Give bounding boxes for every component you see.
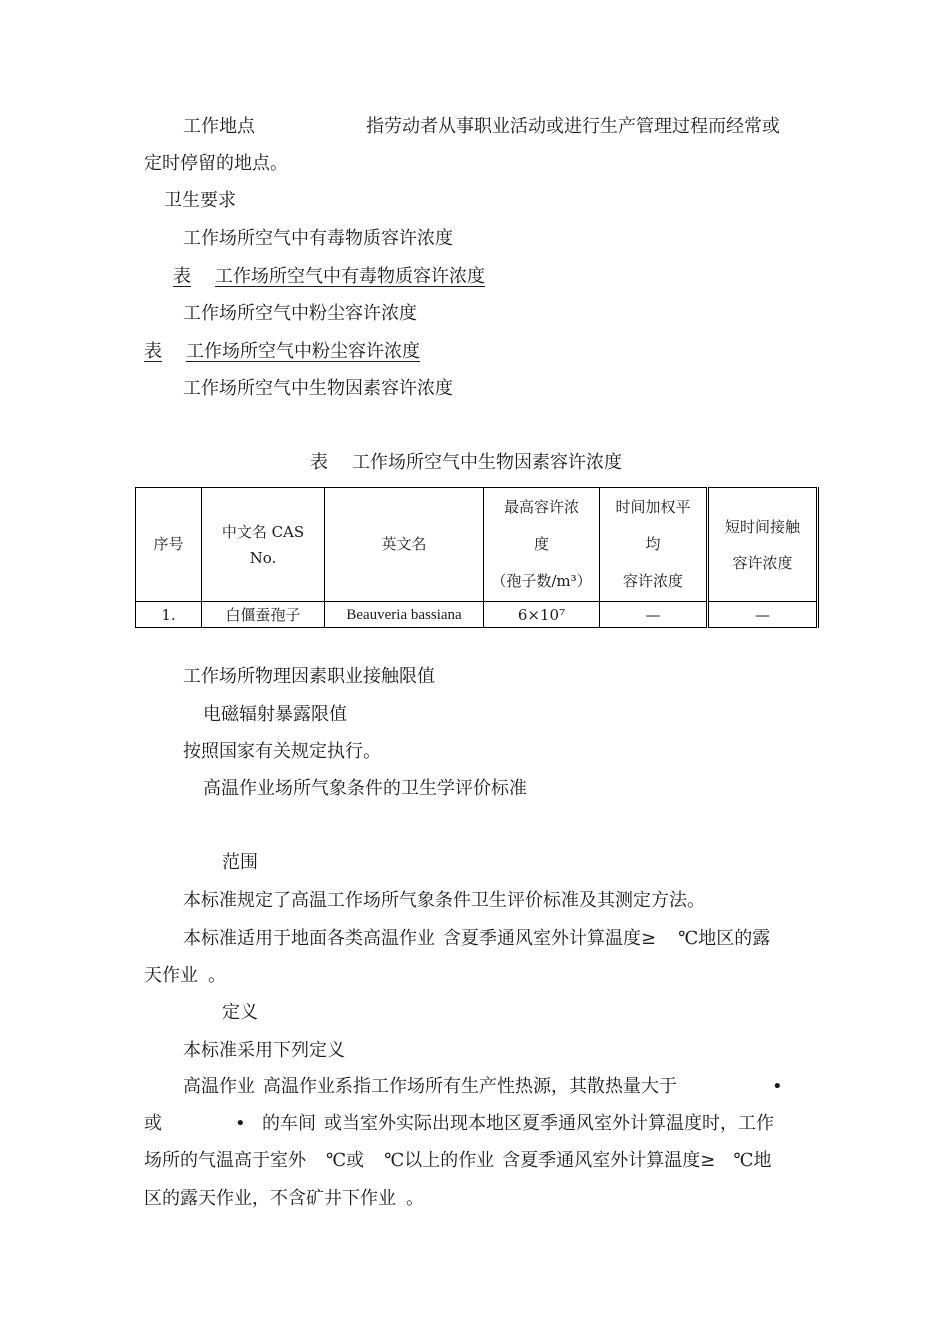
col-header-max-line1: 最高容许浓 (503, 498, 579, 516)
col-header-twa-line2: 均 (645, 535, 661, 553)
definitions-intro: 本标准采用下列定义 (183, 1040, 345, 1061)
table-row (136, 602, 818, 628)
cell-cn: 白僵蚕孢子 (202, 602, 325, 628)
term-workplace (183, 115, 255, 139)
col-header-cn-line1: 中文名 CAS (221, 522, 305, 541)
heat-def-outdoor: 或当室外实际出现本地区夏季通风室外计算温度时，工作 (324, 1113, 774, 1134)
heat-def-text-d2: 。 (406, 1188, 424, 1209)
cell-en: Beauveria bassiana (325, 602, 484, 628)
cell-stel: — (708, 602, 818, 628)
scope-p2-part-c: ℃地区的露 (678, 928, 771, 949)
text-em-radiation: 按照国家有关规定执行。 (183, 741, 381, 762)
heat-definition-line4 (144, 1187, 424, 1211)
table-ref-dust (144, 340, 420, 364)
scope-paragraph-2-line2 (144, 964, 226, 988)
heat-def-text-c1: 场所的气温高于室外 (144, 1150, 306, 1171)
col-header-stel-line1: 短时间接触 (724, 517, 800, 536)
scope-paragraph-1: 本标准规定了高温工作场所气象条件卫生评价标准及其测定方法。 (183, 890, 705, 911)
heat-def-text-c4: 含夏季通风室外计算温度≥ (502, 1150, 716, 1171)
bio-factor-table (135, 487, 819, 628)
scope-p2-part-e: 。 (208, 965, 226, 986)
table-ref-title: 工作场所空气中有毒物质容许浓度 (215, 266, 485, 287)
col-header-no: 序号 (136, 488, 202, 602)
heat-def-text-c2: ℃或 (326, 1150, 365, 1171)
col-header-max-line2: 度 (533, 535, 549, 553)
heading-physical: 工作场所物理因素职业接触限值 (183, 666, 435, 687)
heat-def-text-c3: ℃以上的作业 (384, 1150, 495, 1171)
heading-bio: 工作场所空气中生物因素容许浓度 (183, 378, 453, 399)
col-header-cn-line2: No. (249, 548, 277, 567)
heat-term: 高温作业 (183, 1076, 255, 1097)
heat-def-text-d1: 区的露天作业，不含矿井下作业 (144, 1188, 396, 1209)
unit-dot-2: • (235, 1113, 246, 1134)
heat-def-text: 高温作业系指工作场所有生产性热源，其散热量大于 (263, 1076, 677, 1097)
term-label: 工作地点 (183, 116, 255, 137)
unit-dot-1: • (772, 1076, 783, 1097)
heat-def-text-c5: ℃地 (733, 1150, 772, 1171)
table-caption-title: 工作场所空气中生物因素容许浓度 (352, 452, 622, 473)
table-caption-prefix: 表 (310, 452, 328, 473)
scope-p2-part-a: 本标准适用于地面各类高温作业 (183, 928, 435, 949)
table-ref-prefix: 表 (173, 266, 191, 287)
col-header-en: 英文名 (325, 488, 484, 602)
table-ref-toxic (173, 265, 485, 289)
scope-p2-part-b: 含夏季通风室外计算温度≥ (443, 928, 657, 949)
heading-definitions: 定义 (222, 1002, 258, 1023)
heat-definition-line2-start: 或 (144, 1113, 162, 1134)
heat-definition-line3 (144, 1149, 772, 1173)
term-definition-line2: 定时停留的地点。 (144, 153, 288, 174)
table-ref-prefix: 表 (144, 341, 162, 362)
col-header-twa-line1: 时间加权平 (615, 498, 691, 516)
heat-definition-line2 (262, 1112, 774, 1136)
heading-scope: 范围 (222, 852, 258, 873)
scope-p2-part-d: 天作业 (144, 965, 198, 986)
heading-toxic: 工作场所空气中有毒物质容许浓度 (183, 228, 453, 249)
term-definition-line1: 指劳动者从事职业活动或进行生产管理过程而经常或 (366, 116, 780, 137)
table-caption-bio (310, 451, 622, 475)
col-header-max (484, 488, 600, 602)
cell-max: 6×10⁷ (484, 602, 600, 628)
scope-paragraph-2-line1 (183, 927, 770, 951)
col-header-stel (708, 488, 818, 602)
heading-em-radiation: 电磁辐射暴露限值 (203, 704, 347, 725)
table-ref-title: 工作场所空气中粉尘容许浓度 (186, 341, 420, 362)
heat-definition-line1 (183, 1075, 677, 1099)
cell-no: 1. (136, 602, 202, 628)
col-header-twa-line3: 容许浓度 (622, 572, 683, 590)
heading-dust: 工作场所空气中粉尘容许浓度 (183, 303, 417, 324)
table-header-row (136, 488, 818, 602)
col-header-cn (202, 488, 325, 602)
heat-def-workshop: 的车间 (262, 1113, 316, 1134)
col-header-max-line3: （孢子数/m³） (491, 572, 592, 590)
heading-heat-standard: 高温作业场所气象条件的卫生学评价标准 (203, 778, 527, 799)
cell-twa: — (600, 602, 708, 628)
col-header-twa (600, 488, 708, 602)
section-heading-hygiene: 卫生要求 (164, 190, 236, 211)
col-header-stel-line2: 容许浓度 (732, 553, 793, 572)
